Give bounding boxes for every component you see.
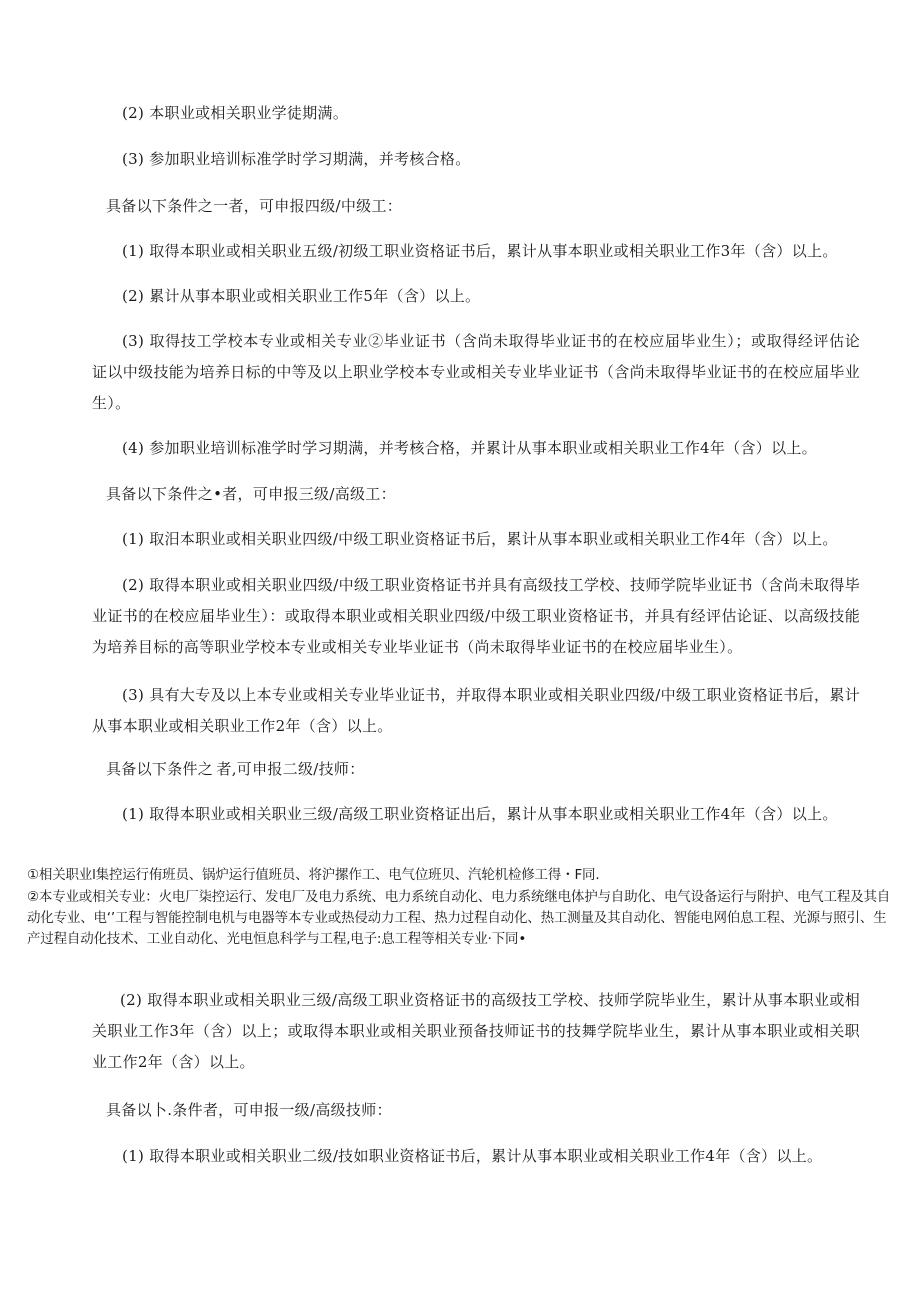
- item-training-assessment: (3) 参加职业培训标准学时学习期满，并考核合格。: [122, 150, 471, 168]
- item-level3-3: (3) 具有大专及以上本专业或相关专业毕业证书，并取得本职业或相关职业四级/中级工职业资格证书后，累计从事本职业或相关职业工作2年（含）以上。: [92, 686, 860, 735]
- heading-level4: 具备以下条件之一者，可申报四级/中级工：: [106, 197, 403, 215]
- item-level3-1: (1) 取汨本职业或相关职业四级/中级工职业资格证书后，累计从事本职业或相关职业工作4年（含）以上。: [122, 530, 838, 548]
- item-level2-1: (1) 取得本职业或相关职业三级/高级工职业资格证出后，累计从事本职业或相关职业工作4年（含）以上。: [122, 805, 838, 823]
- footnote-related-occupations: ①相关职业l集控运行侑班员、锅炉运行值班员、将沪摞作工、电气位班贝、汽轮机检修工得・F同.: [27, 867, 600, 883]
- item-apprenticeship: (2) 本职业或相关职业学徒期满。: [122, 104, 349, 122]
- item-level4-4: (4) 参加职业培训标准学时学习期满，并考核合格，并累计从事本职业或相关职业工作4年（含）以上。: [122, 439, 817, 457]
- item-level4-3: (3) 取得技工学校本专业或相关专业②毕业证书（含尚未取得毕业证书的在校应届毕业生）；或取得经评估论证以中级技能为培养日标的中等及以上职业学校本专业或相关专业毕业证书（含尚未取得毕业证书的在校应届毕业生）。: [92, 332, 860, 412]
- item-level3-2: (2) 取得本职业或相关职业四级/中级工职业资格证书并具有高级技工学校、技师学院毕业证书（含尚未取得毕业证书的在校应届毕业生）：或取得本职业或相关职业四级/中级工职业资格证书，并具有经评估论证、以高级技能为培养目标的高等职业学校本专业或相关专业毕业证书（尚未取得毕业证书的在校应届毕业生）。: [92, 576, 860, 656]
- item-level4-2: (2) 累计从事本职业或相关职业工作5年（含）以上。: [122, 287, 481, 305]
- item-level1-1: (1) 取得本职业或相关职业二级/技如职业资格证书后，累计从事本职业或相关职业工作4年（含）以上。: [122, 1147, 823, 1165]
- item-level2-2: (2) 取得本职业或相关职业三级/高级工职业资格证书的高级技工学校、技师学院毕业生，累计从事本职业或相关职业工作3年（含）以上；或取得本职业或相关职业预备技师证书的技舞学院毕业生，累计从事本职业或相关职业工作2年（含）以上。: [92, 991, 860, 1071]
- item-level4-1: (1) 取得本职业或相关职业五级/初级工职业资格证书后，累计从事本职业或相关职业工作3年（含）以上。: [122, 242, 838, 260]
- heading-level1: 具备以卜.条件者，可申报一级/高级技师：: [106, 1101, 392, 1119]
- footnote-related-majors: ②本专业或相关专业：火电厂柒控运行、发电厂及电力系统、电力系统自动化、电力系统继电体护与自助化、电气设备运行与附护、电气工程及其自动化专业、电‘’工程与智能控制电机与电器等本专业或热侵动力工程、热力过程自动化、热工测量及其自动化、智能电网伯息工程、光源与照引、生产过程自动化技术、工业自动化、光电恒息科学与工程,电子:息工程等相关专业·下同•: [27, 889, 891, 947]
- heading-level3: 具备以下条件之•者，可申报三级/高级工：: [106, 485, 396, 503]
- heading-level2: 具备以下条件之 者,可申报二级/技师：: [106, 760, 365, 778]
